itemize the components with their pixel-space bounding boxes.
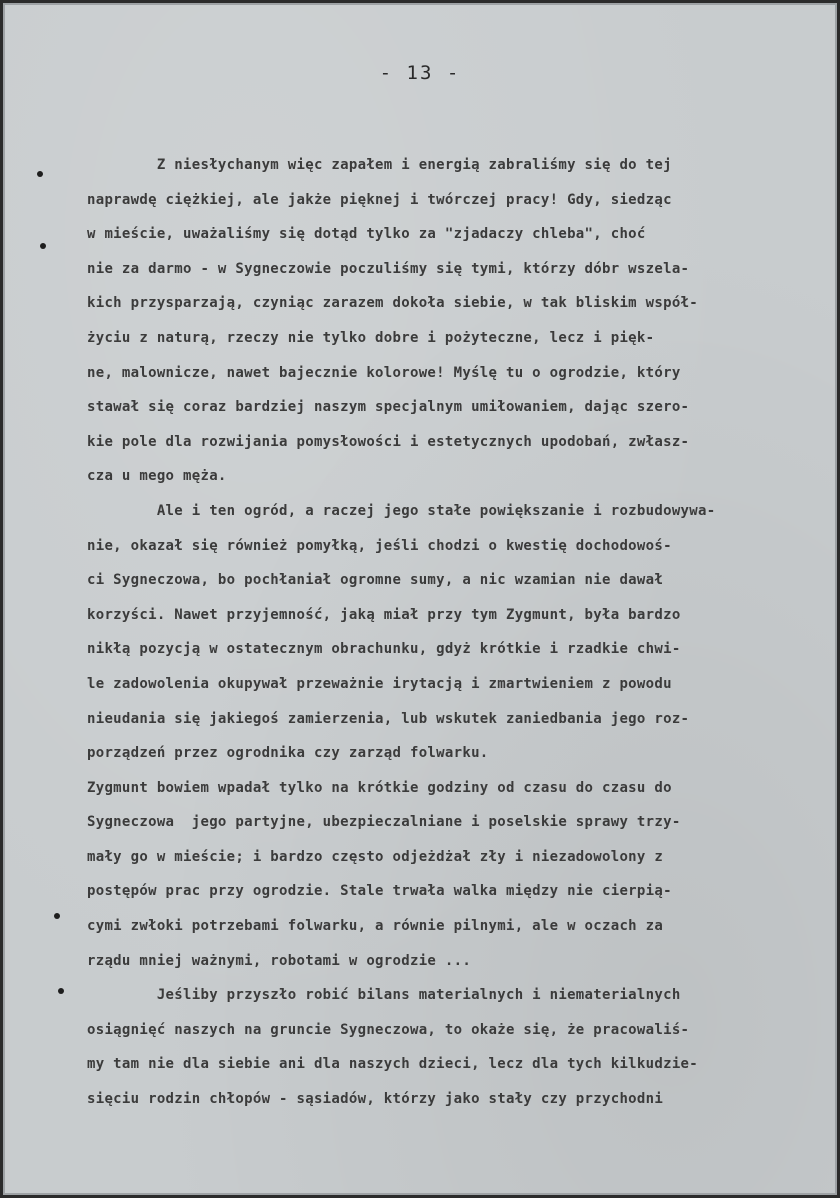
text-line: cza u mego męża. [87,468,227,485]
margin-bullet-mark [54,913,60,919]
text-line: Z niesłychanym więc zapałem i energią zabraliśmy się do tej [87,157,672,173]
text-line: rządu mniej ważnymi, robotami w ogrodzie ... [87,952,472,969]
text-line: le zadowolenia okupywał przeważnie irytacją i zmartwieniem z powodu [87,675,672,692]
text-line: ci Sygneczowa, bo pochłaniał ogromne sumy, a nic wzamian nie dawał [87,572,664,589]
text-line: osiągnięć naszych na gruncie Sygneczowa, to okaże się, że pracowaliś- [87,1021,690,1038]
text-line: Sygneczowa jego partyjne, ubezpieczalniane i poselskie sprawy trzy- [87,814,681,831]
margin-bullet-mark [37,171,43,177]
text-line: kie pole dla rozwijania pomysłowości i estetycznych upodobań, zwłasz- [87,433,690,450]
text-line: nieudania się jakiegoś zamierzenia, lub wskutek zaniedbania jego roz- [87,710,690,727]
typed-body-text [87,148,805,1117]
text-line: Zygmunt bowiem wpadał tylko na krótkie godziny od czasu do czasu do [87,779,672,796]
text-line: w mieście, uważaliśmy się dotąd tylko za "zjadaczy chleba", choć [87,226,646,243]
text-line: Ale i ten ogród, a raczej jego stałe powiększanie i rozbudowywa- [87,502,716,519]
text-line: sięciu rodzin chłopów - sąsiadów, którzy jako stały czy przychodni [87,1091,664,1108]
text-line: naprawdę ciężkiej, ale jakże pięknej i twórczej pracy! Gdy, siedząc [87,191,672,208]
text-line: stawał się coraz bardziej naszym specjalnym umiłowaniem, dając szero- [87,399,690,416]
text-line: nie, okazał się również pomyłką, jeśli chodzi o kwestię dochodowoś- [87,537,672,554]
text-line: Jeśliby przyszło robić bilans materialnych i niematerialnych [87,987,681,1004]
text-line: nikłą pozycją w ostatecznym obrachunku, gdyż krótkie i rzadkie chwi- [87,641,681,658]
text-line: korzyści. Nawet przyjemność, jaką miał przy tym Zygmunt, była bardzo [87,606,681,623]
page-number: - 13 - [379,62,461,84]
text-line: porządzeń przez ogrodnika czy zarząd folwarku. [87,745,489,762]
text-line: ne, malownicze, nawet bajecznie kolorowe! Myślę tu o ogrodzie, który [87,364,681,381]
text-line: mały go w mieście; i bardzo często odjeżdżał zły i niezadowolony z [87,848,664,865]
text-line: nie za darmo - w Sygneczowie poczuliśmy się tymi, którzy dóbr wszela- [87,260,690,277]
text-line: postępów prac przy ogrodzie. Stale trwała walka między nie cierpią- [87,883,672,900]
text-line: życiu z naturą, rzeczy nie tylko dobre i pożyteczne, lecz i pięk- [87,329,655,346]
margin-bullet-mark [40,243,46,249]
text-line: cymi zwłoki potrzebami folwarku, a równie pilnymi, ale w oczach za [87,918,664,935]
margin-bullet-mark [58,988,64,994]
text-line: kich przysparzają, czyniąc zarazem dokoła siebie, w tak bliskim współ- [87,295,699,312]
text-line: my tam nie dla siebie ani dla naszych dzieci, lecz dla tych kilkudzie- [87,1056,699,1073]
